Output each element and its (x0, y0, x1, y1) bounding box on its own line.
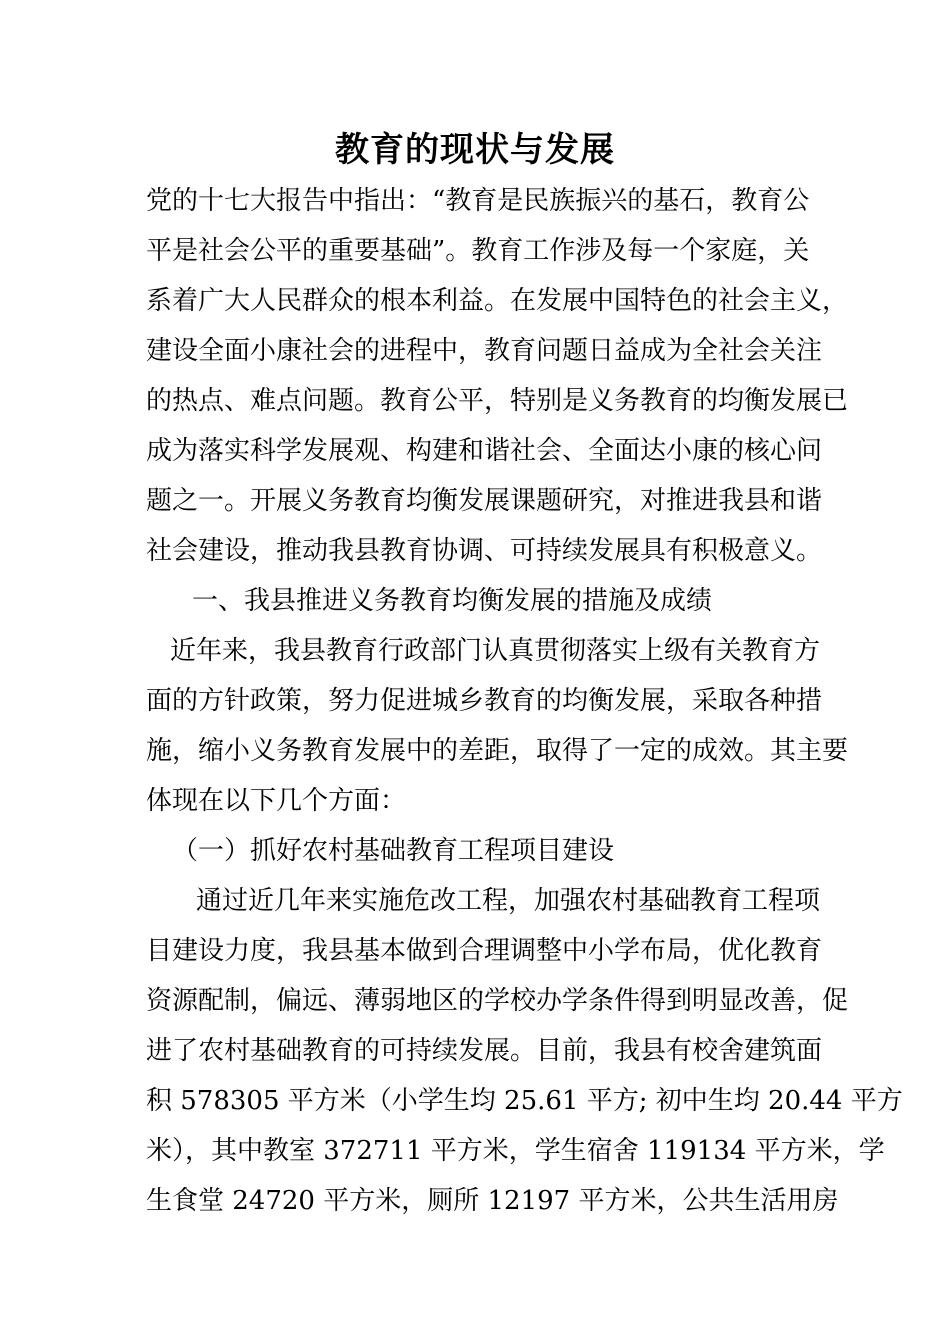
paragraph-line: 党的十七大报告中指出：“教育是民族振兴的基石，教育公 (146, 186, 810, 216)
paragraph-line: 近年来，我县教育行政部门认真贯彻落实上级有关教育方 (170, 636, 821, 666)
paragraph-line: 通过近几年来实施危改工程，加强农村基础教育工程项 (196, 886, 821, 916)
paragraph-line: 生食堂 24720 平方米，厕所 12197 平方米，公共生活用房 (146, 1186, 839, 1216)
paragraph-line: 社会建设，推动我县教育协调、可持续发展具有积极意义。 (146, 536, 823, 566)
paragraph-line: 目建设力度，我县基本做到合理调整中小学布局，优化教育 (146, 936, 823, 966)
document-body (146, 176, 903, 1226)
paragraph-line: 成为落实科学发展观、构建和谐社会、全面达小康的核心问 (146, 436, 823, 466)
document-title: 教育的现状与发展 (335, 130, 615, 170)
paragraph-line: 的热点、难点问题。教育公平，特别是义务教育的均衡发展已 (146, 386, 849, 416)
paragraph-line: 系着广大人民群众的根本利益。在发展中国特色的社会主义， (146, 286, 849, 316)
paragraph-line: 体现在以下几个方面： (146, 786, 407, 816)
paragraph-line: 进了农村基础教育的可持续发展。目前，我县有校舍建筑面 (146, 1036, 823, 1066)
paragraph-line: 面的方针政策，努力促进城乡教育的均衡发展，采取各种措 (146, 686, 823, 716)
paragraph-line: 施，缩小义务教育发展中的差距，取得了一定的成效。其主要 (146, 736, 849, 766)
paragraph-line: 米），其中教室 372711 平方米，学生宿舍 119134 平方米，学 (146, 1136, 885, 1166)
subsection-heading: （一）抓好农村基础教育工程项目建设 (172, 836, 615, 866)
section-heading: 一、我县推进义务教育均衡发展的措施及成绩 (192, 586, 713, 616)
paragraph-line: 建设全面小康社会的进程中，教育问题日益成为全社会关注 (146, 336, 823, 366)
paragraph-line: 积 578305 平方米（小学生均 25.61 平方; 初中生均 20.44 平方 (146, 1086, 903, 1116)
paragraph-line: 平是社会公平的重要基础”。教育工作涉及每一个家庭，关 (146, 236, 810, 266)
paragraph-line: 题之一。开展义务教育均衡发展课题研究，对推进我县和谐 (146, 486, 823, 516)
paragraph-line: 资源配制，偏远、薄弱地区的学校办学条件得到明显改善，促 (146, 986, 849, 1016)
